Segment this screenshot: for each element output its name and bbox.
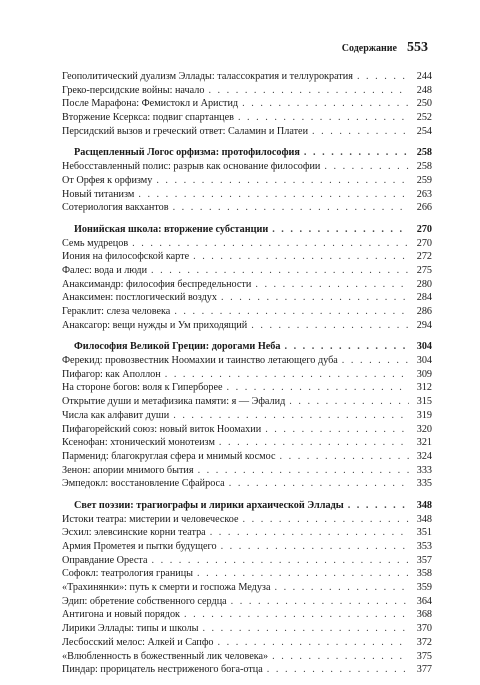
toc-section-heading: [62, 223, 432, 237]
toc-entry-title: Зенон: апории мнимого бытия: [62, 464, 194, 476]
toc-entry-page: 372: [416, 636, 432, 648]
toc-entry-title: Эдип: обретение собственного сердца: [62, 595, 227, 607]
dot-leader: [255, 278, 409, 292]
dot-leader: [357, 70, 409, 84]
toc-entry-page: 280: [416, 278, 432, 290]
toc-entry: [62, 540, 432, 554]
toc-section: [62, 146, 432, 214]
dot-leader: [231, 595, 409, 609]
dot-leader: [280, 450, 410, 464]
toc-entry-page: 263: [416, 188, 432, 200]
dot-leader: [210, 526, 409, 540]
toc-entry-title: После Марафона: Фемистокл и Аристид: [62, 98, 239, 110]
toc-entry-title: Вторжение Ксеркса: подвиг спартанцев: [62, 112, 234, 124]
toc-entry-page: 312: [416, 382, 432, 394]
toc-entry: [62, 201, 432, 215]
toc-entry: [62, 237, 432, 251]
toc-entry-title: Философия Великой Греции: дорогами Неба: [74, 341, 281, 353]
page-number: 553: [407, 40, 428, 55]
toc-entry-title: Пифагорейский союз: новый виток Ноомахии: [62, 423, 262, 435]
toc-entry-page: 321: [416, 437, 432, 449]
dot-leader: [138, 188, 409, 202]
dot-leader: [304, 146, 409, 160]
dot-leader: [267, 663, 409, 677]
toc-entry: [62, 97, 432, 111]
toc-entry-page: 359: [416, 582, 432, 594]
toc-entry-title: Ксенофан: хтонический монотеизм: [62, 437, 215, 449]
toc-entry-page: 270: [416, 223, 432, 235]
toc-entry: [62, 381, 432, 395]
toc-entry: [62, 595, 432, 609]
dot-leader: [156, 174, 409, 188]
dot-leader: [132, 237, 409, 251]
toc-entry: [62, 70, 432, 84]
toc-entry: [62, 450, 432, 464]
dot-leader: [272, 223, 409, 237]
dot-leader: [348, 499, 409, 513]
toc-entry: [62, 513, 432, 527]
dot-leader: [265, 423, 409, 437]
dot-leader: [274, 581, 409, 595]
toc-entry: [62, 368, 432, 382]
toc-entry-title: Пиндар: прорицатель нестриженого бога-отца: [62, 664, 263, 676]
toc-entry-page: 348: [416, 513, 432, 525]
toc-section-heading: [62, 340, 432, 354]
toc-entry-page: 358: [416, 568, 432, 580]
dot-leader: [151, 264, 409, 278]
toc-entry: [62, 622, 432, 636]
toc-entry-page: 375: [416, 650, 432, 662]
toc-entry: [62, 395, 432, 409]
toc-entry-page: 319: [416, 409, 432, 421]
toc-entry-title: Эмпедокл: восстановление Сфайроса: [62, 478, 225, 490]
dot-leader: [174, 305, 409, 319]
toc-entry-page: 275: [416, 264, 432, 276]
toc-entry: [62, 581, 432, 595]
toc-section: [62, 223, 432, 333]
toc-entry-title: Свет поэзии: трагиографы и лирики архаической Эллады: [74, 499, 344, 511]
toc-entry-page: 286: [416, 306, 432, 317]
dot-leader: [202, 622, 409, 636]
toc-entry-title: Парменид: благокруглая сфера и мнимый космос: [62, 450, 276, 462]
toc-entry-title: Ионийская школа: вторжение субстанции: [74, 223, 269, 235]
page-header: [342, 40, 428, 56]
toc-entry-page: 270: [416, 237, 432, 249]
toc-entry: [62, 608, 432, 622]
toc-entry-title: Антигона и новый порядок: [62, 609, 181, 621]
dot-leader: [229, 477, 409, 491]
toc-entry-title: Истоки театра: мистерии и человеческое: [62, 513, 239, 525]
toc-entry-page: 368: [416, 609, 432, 621]
toc-entry-title: Пифагор: как Аполлон: [62, 368, 161, 380]
toc-entry-page: 272: [416, 251, 432, 263]
dot-leader: [312, 125, 409, 139]
toc-entry-title: Армия Прометея и пытки будущего: [62, 541, 217, 552]
toc-entry: [62, 125, 432, 139]
toc-section: [62, 340, 432, 491]
toc-entry: [62, 291, 432, 305]
toc-entry-page: 304: [416, 355, 432, 367]
toc-entry-page: 335: [416, 478, 432, 490]
toc-entry-page: 333: [416, 464, 432, 476]
toc-entry: [62, 650, 432, 664]
dot-leader: [243, 513, 409, 527]
table-of-contents: [62, 70, 432, 685]
toc-entry: [62, 111, 432, 125]
toc-entry-title: От Орфея к орфизму: [62, 174, 153, 186]
toc-entry-title: Анаксимандр: философия беспредельности: [62, 278, 252, 290]
toc-entry-page: 254: [416, 125, 432, 137]
toc-entry-title: Греко-персидские войны: начало: [62, 84, 205, 96]
toc-entry-title: Оправдание Ореста: [62, 554, 148, 566]
toc-entry: [62, 305, 432, 319]
toc-entry-page: 252: [416, 112, 432, 124]
dot-leader: [197, 567, 409, 581]
dot-leader: [272, 650, 409, 664]
toc-section: [62, 70, 432, 138]
toc-entry-page: 315: [416, 396, 432, 408]
running-head: Содержание: [341, 43, 397, 54]
toc-entry-title: Геополитический дуализм Эллады: талассократия и теллурократия: [62, 71, 353, 82]
toc-entry-page: 351: [416, 527, 432, 539]
dot-leader: [221, 540, 409, 554]
toc-entry-title: Ферекид: провозвестник Ноомахии и таинство летающего дуба: [62, 355, 338, 367]
toc-entry-page: 370: [416, 623, 432, 635]
toc-entry-page: 364: [416, 595, 432, 607]
toc-entry-title: Анаксагор: вещи нужды и Ум приходящий: [62, 319, 248, 331]
toc-entry-title: Гераклит: слеза человека: [62, 306, 171, 317]
toc-entry: [62, 84, 432, 98]
dot-leader: [198, 464, 409, 478]
toc-entry-page: 294: [416, 319, 432, 331]
toc-entry: [62, 409, 432, 423]
toc-entry: [62, 567, 432, 581]
dot-leader: [193, 250, 409, 264]
dot-leader: [219, 436, 409, 450]
dot-leader: [152, 554, 409, 568]
toc-section-heading: [62, 499, 432, 513]
toc-entry-page: 320: [416, 423, 432, 435]
toc-entry: [62, 250, 432, 264]
dot-leader: [221, 291, 409, 305]
dot-leader: [173, 201, 409, 215]
toc-entry-page: 244: [416, 71, 432, 82]
toc-entry: [62, 188, 432, 202]
toc-entry: [62, 278, 432, 292]
toc-entry: [62, 464, 432, 478]
toc-entry-title: Числа как алфавит души: [62, 409, 170, 421]
toc-section-heading: [62, 146, 432, 160]
toc-entry-page: 348: [416, 499, 432, 511]
dot-leader: [227, 381, 410, 395]
toc-entry-title: «Трахинянки»: путь к смерти и госпожа Медуза: [62, 582, 271, 594]
dot-leader: [242, 97, 409, 111]
toc-entry-page: 258: [416, 147, 432, 159]
toc-entry: [62, 319, 432, 333]
dot-leader: [184, 608, 409, 622]
toc-entry-page: 266: [416, 202, 432, 214]
dot-leader: [324, 160, 409, 174]
toc-entry: [62, 526, 432, 540]
dot-leader: [238, 111, 409, 125]
toc-entry-page: 259: [416, 174, 432, 186]
toc-entry: [62, 436, 432, 450]
toc-entry-title: На стороне богов: воля к Гиперборее: [62, 382, 223, 394]
toc-entry-page: 258: [416, 161, 432, 173]
toc-entry-title: Новый титанизм: [62, 188, 135, 200]
toc-entry-title: Сотериология вакхантов: [62, 202, 169, 214]
toc-entry-title: Небосставленный полис: разрыв как основание философии: [62, 161, 321, 173]
dot-leader: [218, 636, 409, 650]
toc-entry: [62, 554, 432, 568]
toc-entry-title: Фалес: вода и люди: [62, 264, 148, 276]
toc-entry-title: Софокл: театрология границы: [62, 568, 194, 580]
toc-entry-title: «Влюбленность в божественный лик человека»: [62, 650, 269, 662]
toc-entry-title: Расщепленный Логос орфизма: протофилософия: [74, 147, 300, 159]
toc-entry-page: 250: [416, 98, 432, 110]
dot-leader: [173, 409, 409, 423]
toc-entry-title: Анаксимен: постлогический воздух: [62, 292, 217, 304]
toc-entry-page: 377: [416, 664, 432, 676]
toc-entry-title: Семь мудрецов: [62, 237, 129, 249]
toc-section: [62, 499, 432, 677]
toc-entry: [62, 160, 432, 174]
toc-entry-page: 324: [416, 450, 432, 462]
dot-leader: [284, 340, 409, 354]
dot-leader: [165, 368, 409, 382]
toc-entry: [62, 423, 432, 437]
toc-entry-page: 248: [416, 84, 432, 96]
toc-entry-title: Персидский вызов и греческий ответ: Саламин и Платеи: [62, 125, 309, 137]
toc-entry: [62, 477, 432, 491]
toc-entry: [62, 174, 432, 188]
toc-entry-title: Эсхил: элевсинские корни театра: [62, 527, 206, 539]
dot-leader: [289, 395, 409, 409]
dot-leader: [342, 354, 409, 368]
toc-entry-page: 353: [416, 541, 432, 552]
toc-entry: [62, 354, 432, 368]
toc-entry-page: 357: [416, 554, 432, 566]
toc-entry-title: Лирики Эллады: типы и школы: [62, 623, 199, 635]
toc-entry: [62, 663, 432, 677]
toc-entry-page: 284: [416, 292, 432, 304]
dot-leader: [251, 319, 409, 333]
dot-leader: [208, 84, 409, 98]
toc-entry-title: Лесбосский мелос: Алкей и Сапфо: [62, 636, 214, 648]
toc-entry-title: Открытие души и метафизика памяти: я — Эфалид: [62, 396, 286, 408]
toc-entry-title: Иония на философской карте: [62, 251, 190, 263]
toc-entry-page: 309: [416, 368, 432, 380]
toc-entry-page: 304: [416, 341, 432, 353]
toc-entry: [62, 636, 432, 650]
toc-entry: [62, 264, 432, 278]
